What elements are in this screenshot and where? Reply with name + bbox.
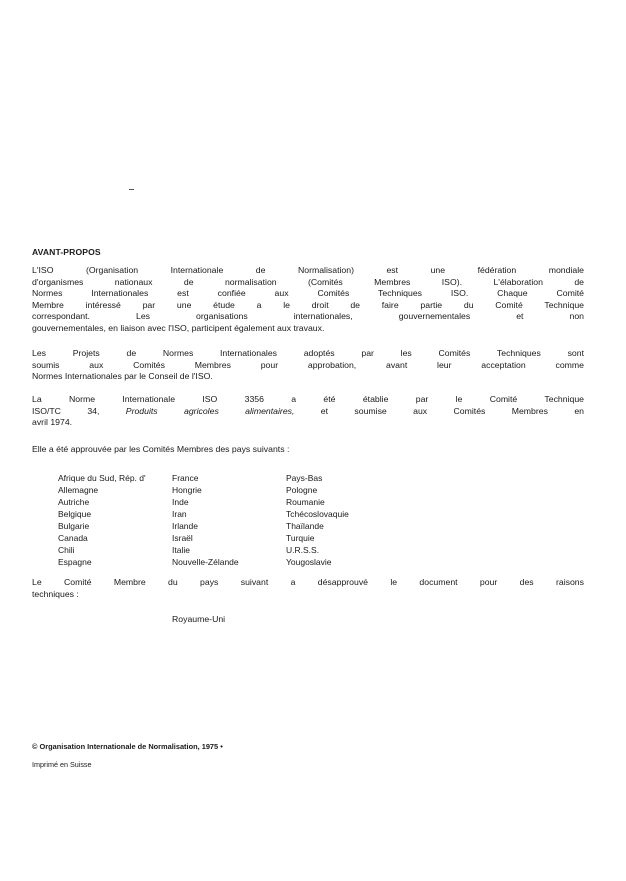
country-name: Bulgarie <box>58 521 90 531</box>
paragraph-line: Normes Internationales est confiée aux Comités Techniques ISO. Chaque Comité <box>32 288 584 298</box>
country-row <box>58 484 388 496</box>
approving-countries-list <box>58 472 388 568</box>
paragraph-line: Les Projets de Normes Internationales adoptés par les Comités Techniques sont <box>32 348 584 358</box>
country-name: Italie <box>172 545 190 555</box>
country-name: Hongrie <box>172 485 202 495</box>
country-name: Israël <box>172 533 193 543</box>
country-name: Pays-Bas <box>286 473 323 483</box>
country-name: Turquie <box>286 533 315 543</box>
committee-ref-tail: et soumise aux Comités Membres en <box>294 405 584 416</box>
country-name: Tchécoslovaquie <box>286 509 349 519</box>
foreword-paragraph-standard <box>32 394 584 429</box>
disapproving-country: Royaume-Uni <box>172 614 226 624</box>
printed-in: Imprimé en Suisse <box>32 760 92 769</box>
country-name: Belgique <box>58 509 92 519</box>
country-name: Irlande <box>172 521 198 531</box>
country-row <box>58 520 388 532</box>
country-name: Espagne <box>58 557 92 567</box>
paragraph-line: Elle a été approuvée par les Comités Membres des pays suivants : <box>32 444 290 454</box>
paragraph-line: avril 1974. <box>32 417 73 427</box>
copyright-notice: © Organisation Internationale de Normalisation, 1975 • <box>32 742 223 751</box>
country-name: Roumanie <box>286 497 325 507</box>
country-name: Yougoslavie <box>286 557 332 567</box>
committee-ref: ISO/TC 34, <box>32 405 126 416</box>
country-name: U.R.S.S. <box>286 545 320 555</box>
foreword-heading: AVANT-PROPOS <box>32 247 101 257</box>
country-name: Thaïlande <box>286 521 324 531</box>
country-name: Allemagne <box>58 485 99 495</box>
country-name: Autriche <box>58 497 90 507</box>
country-name: Canada <box>58 533 88 543</box>
paragraph-line: Normes Internationales par le Conseil de l'ISO. <box>32 371 213 381</box>
foreword-paragraph-projects <box>32 348 584 383</box>
paragraph-line: d'organismes nationaux de normalisation (Comités Membres ISO). L'élaboration de <box>32 276 584 287</box>
paragraph-line: Membre intéressé par une étude a le droit de faire partie du Comité Technique <box>32 299 584 310</box>
country-name: Pologne <box>286 485 318 495</box>
paragraph-line: L'ISO (Organisation Internationale de Normalisation) est une fédération mondiale <box>32 265 584 275</box>
country-name: Inde <box>172 497 189 507</box>
country-row <box>58 556 388 568</box>
disapproval-statement <box>32 577 584 600</box>
country-row <box>58 472 388 484</box>
country-row <box>58 496 388 508</box>
paragraph-line <box>32 406 584 418</box>
stray-mark <box>129 189 134 190</box>
paragraph-line: soumis aux Comités Membres pour approbation, avant leur acceptation comme <box>32 359 584 370</box>
country-name: Nouvelle-Zélande <box>172 557 239 567</box>
paragraph-line: correspondant. Les organisations internationales, gouvernementales et non <box>32 311 584 321</box>
country-name: Iran <box>172 509 187 519</box>
country-name: Afrique du Sud, Rép. d' <box>58 473 146 483</box>
country-row <box>58 508 388 520</box>
country-row <box>58 532 388 544</box>
paragraph-line: La Norme Internationale ISO 3356 a été établie par le Comité Technique <box>32 394 584 404</box>
country-name: Chili <box>58 545 75 555</box>
foreword-paragraph-iso <box>32 265 584 334</box>
paragraph-line: Le Comité Membre du pays suivant a désapprouvé le document pour des raisons <box>32 577 584 587</box>
committee-title: Produits agricoles alimentaires, <box>125 405 295 416</box>
approval-statement <box>32 444 584 456</box>
paragraph-line: techniques : <box>32 588 79 599</box>
country-row <box>58 544 388 556</box>
paragraph-line: gouvernementales, en liaison avec l'ISO, participent également aux travaux. <box>32 322 325 333</box>
country-name: France <box>172 473 199 483</box>
